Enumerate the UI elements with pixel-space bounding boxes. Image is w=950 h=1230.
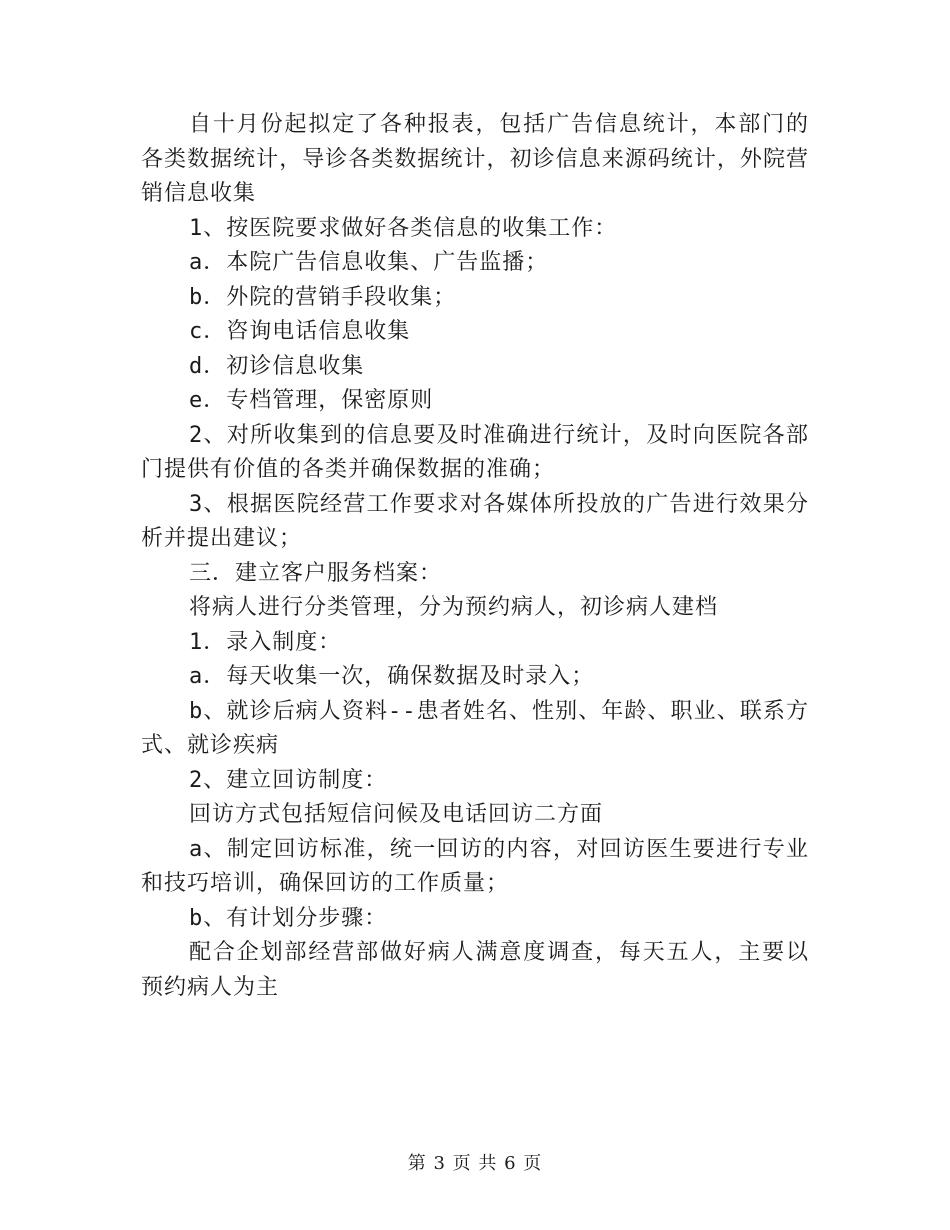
paragraph: 配合企划部经营部做好病人满意度调查，每天五人，主要以预约病人为主: [141, 940, 809, 1000]
paragraph: a．本院广告信息收集、广告监播；: [189, 250, 549, 275]
paragraph: 将病人进行分类管理，分为预约病人，初诊病人建档: [189, 595, 719, 620]
paragraph: a、制定回访标准，统一回访的内容，对回访医生要进行专业和技巧培训，确保回访的工作质量；: [141, 836, 809, 896]
paragraph: 2、对所收集到的信息要及时准确进行统计，及时向医院各部门提供有价值的各类并确保数据的准确；: [141, 422, 809, 482]
paragraph: 3、根据医院经营工作要求对各媒体所投放的广告进行效果分析并提出建议；: [141, 491, 809, 551]
paragraph: 回访方式包括短信问候及电话回访二方面: [189, 802, 604, 827]
paragraph: b、有计划分步骤：: [189, 905, 388, 931]
paragraph: d．初诊信息收集: [189, 353, 365, 379]
paragraph: b、就诊后病人资料--患者姓名、性别、年龄、职业、联系方式、就诊疾病: [141, 698, 809, 758]
paragraph: 2、建立回访制度：: [189, 767, 388, 793]
page-number-footer: 第 3 页 共 6 页: [407, 1153, 543, 1174]
document-body: [141, 108, 809, 1005]
paragraph: a．每天收集一次，确保数据及时录入；: [189, 664, 595, 689]
section-heading: 三．建立客户服务档案：: [189, 560, 443, 586]
paragraph: 1、按医院要求做好各类信息的收集工作：: [189, 215, 618, 241]
paragraph: 1．录入制度：: [189, 629, 342, 655]
paragraph: b．外院的营销手段收集；: [189, 284, 457, 310]
paragraph: c．咨询电话信息收集: [189, 319, 411, 344]
paragraph: e．专档管理，保密原则: [189, 388, 434, 413]
paragraph: 自十月份起拟定了各种报表，包括广告信息统计，本部门的各类数据统计，导诊各类数据统计，初诊信息来源码统计，外院营销信息收集: [141, 112, 809, 206]
